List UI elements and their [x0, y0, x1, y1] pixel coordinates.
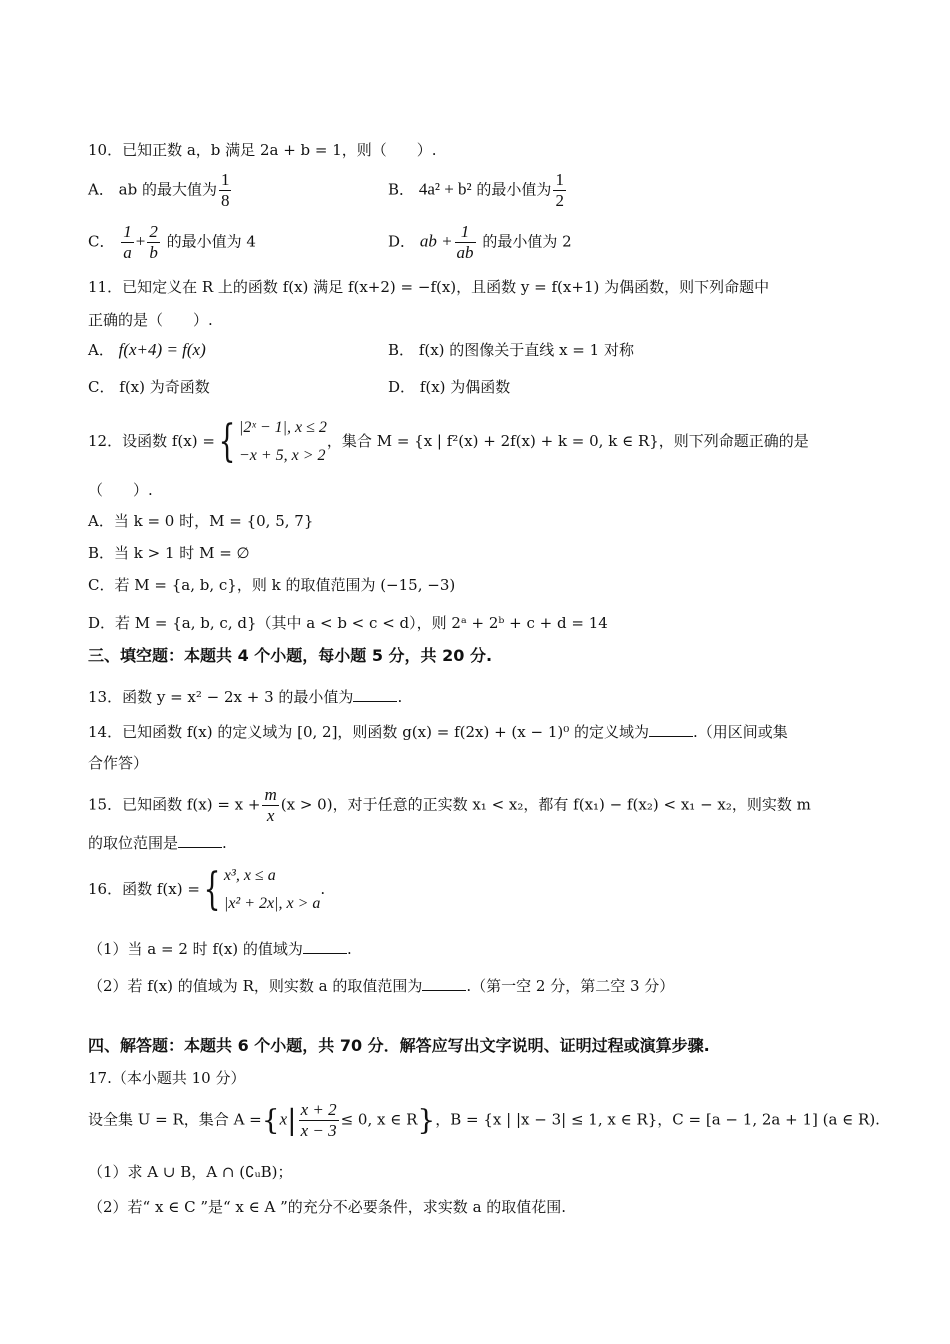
piecewise-cases: [224, 862, 321, 918]
set-condition: ≤ 0, x ∈ R: [340, 1110, 418, 1129]
q17-stem: [88, 1100, 880, 1148]
section-3-title: 三、填空题：本题共 4 个小题，每小题 5 分，共 20 分.: [88, 646, 493, 665]
q12-option-a: [88, 510, 870, 532]
q14-text-2: 合作答）: [88, 754, 149, 772]
q12-stem-post: ，集合 M = {x | f²(x) + 2f(x) + k = 0, k ∈ R}，则下列命题正确的是: [326, 432, 809, 450]
q15-line-2: [88, 832, 870, 854]
q15-post: (x > 0)，对于任意的正实数 x₁ < x₂，都有 f(x₁) − f(x₂) < x₁ − x₂，则实数 m: [280, 795, 811, 814]
q12-stem-line2: （ ）.: [88, 481, 153, 499]
q17-pre: 设全集 U = R，集合 A =: [88, 1110, 262, 1129]
q17-post: ，B = {x | |x − 3| ≤ 1, x ∈ R}，C = [a − 1, 2a + 1] (a ∈ R).: [435, 1110, 880, 1129]
option-expr: 4a² + b²: [418, 179, 472, 199]
denominator: ab: [456, 243, 474, 262]
option-label: A．: [88, 341, 114, 359]
q16-sub-1: [88, 938, 870, 960]
q16: [88, 862, 870, 922]
case-1: |2ˣ − 1|, x ≤ 2: [238, 419, 327, 436]
q15-end: .: [222, 834, 227, 852]
q12-option-d: [88, 612, 870, 634]
vertical-bar: |: [287, 1103, 297, 1137]
option-label: B．: [388, 341, 415, 359]
q12-stem: [88, 414, 870, 470]
q14-text: 14．已知函数 f(x) 的定义域为 [0, 2]，则函数 g(x) = f(2x) + (x − 1)⁰ 的定义域为: [88, 723, 650, 741]
q16-sub2-end: .（第一空 2 分，第二空 3 分）: [466, 977, 675, 995]
denominator: x: [266, 806, 275, 825]
option-expr: ab +: [419, 231, 453, 251]
option-label: D．: [388, 232, 416, 251]
left-brace: {: [218, 416, 236, 467]
option-text: 的最小值为 2: [482, 232, 572, 251]
option-text: D．若 M = {a, b, c, d}（其中 a < b < c < d），则 2ᵃ + 2ᵇ + c + d = 14: [88, 614, 608, 632]
option-text: B．当 k > 1 时 M = ∅: [88, 544, 250, 562]
q17-sub-1: [88, 1161, 870, 1183]
right-brace: }: [417, 1103, 436, 1137]
q13-end: .: [397, 688, 403, 706]
answer-blank[interactable]: [422, 976, 466, 991]
q11-stem: [88, 276, 870, 298]
piecewise-cases: [239, 414, 327, 470]
fraction: [147, 222, 160, 263]
denominator: 2: [555, 191, 564, 210]
option-text: f(x) 为奇函数: [119, 378, 210, 396]
q10-option-b: [388, 170, 568, 211]
q12-option-c: [88, 574, 870, 596]
q16-end: .: [320, 880, 326, 898]
numerator: 1: [220, 170, 230, 189]
q11-stem-line1: 已知定义在 R 上的函数 f(x) 满足 f(x+2) = −f(x)，且函数 y = f(x+1) 为偶函数，则下列命题中: [122, 278, 770, 296]
q16-sub-2: [88, 975, 870, 997]
numerator: 1: [555, 170, 564, 189]
option-text: f(x) 为偶函数: [419, 378, 511, 396]
q15: [88, 785, 870, 826]
q11-number: 11．: [88, 278, 123, 296]
option-text: f(x+4) = f(x): [118, 340, 206, 359]
fraction: [553, 170, 566, 211]
q10-option-d: [388, 222, 572, 263]
numerator: 2: [149, 222, 158, 241]
left-brace: {: [261, 1103, 280, 1137]
set-var: x: [279, 1109, 288, 1129]
case-1: x³, x ≤ a: [223, 867, 276, 884]
q16-sub1-end: .: [346, 940, 352, 958]
answer-blank[interactable]: [178, 833, 222, 848]
option-label: C．: [88, 232, 115, 251]
option-label: A．: [88, 180, 114, 199]
q11-stem-line2: 正确的是（ ）.: [88, 311, 213, 329]
numerator: m: [264, 785, 277, 804]
denominator: a: [123, 243, 132, 262]
q13: [88, 686, 870, 708]
q15-pre: 15．已知函数 f(x) = x +: [88, 795, 261, 814]
fraction: [299, 1100, 339, 1141]
option-label: B．: [388, 180, 415, 199]
q10-stem-text: 已知正数 a，b 满足 2a + b = 1，则（ ）.: [122, 141, 437, 159]
left-brace: {: [203, 864, 221, 915]
fraction: [219, 170, 232, 211]
q17-sub2-text: （2）若“ x ∈ C ”是“ x ∈ A ”的充分不必要条件，求实数 a 的取值花围.: [88, 1198, 567, 1216]
numerator: 1: [455, 222, 476, 243]
q11-stem-2: [88, 309, 870, 331]
q16-sub2-text: （2）若 f(x) 的值域为 R，则实数 a 的取值范围为: [88, 977, 423, 995]
q13-text: 13．函数 y = x² − 2x + 3 的最小值为: [88, 688, 354, 706]
fraction: [455, 222, 476, 263]
case-2: |x² + 2x|, x > a: [223, 895, 321, 912]
q16-sub1-text: （1）当 a = 2 时 f(x) 的值域为: [88, 940, 303, 958]
q11-option-b: [388, 339, 634, 361]
option-text: f(x) 的图像关于直线 x = 1 对称: [418, 341, 634, 359]
q12-option-b: [88, 542, 870, 564]
option-text: 的最小值为 4: [166, 232, 256, 251]
q14-line-2: [88, 752, 870, 774]
fraction: [121, 222, 134, 263]
numerator: x + 2: [300, 1100, 337, 1119]
fraction: [262, 785, 278, 826]
q17-sub1-text: （1）求 A ∪ B，A ∩ (∁ᵤB)；: [88, 1163, 293, 1181]
denominator: b: [149, 243, 158, 262]
denominator: 8: [220, 191, 230, 210]
q17-head: 17.（本小题共 10 分）: [88, 1069, 246, 1087]
section-4-title: 四、解答题：本题共 6 个小题，共 70 分．解答应写出文字说明、证明过程或演算步骤.: [88, 1036, 710, 1055]
option-text: 的最小值为: [476, 180, 552, 199]
q17-sub-2: [88, 1196, 870, 1218]
option-text: ab 的最大值为: [118, 180, 217, 199]
q14: [88, 721, 870, 743]
numerator: 1: [123, 222, 132, 241]
q15-text-2: 的取位范围是: [88, 834, 179, 852]
q14-end: .（用区间或集: [693, 723, 788, 741]
answer-blank[interactable]: [353, 687, 397, 702]
option-text: C．若 M = {a, b, c}，则 k 的取值范围为 (−15, −3): [88, 576, 456, 594]
option-label: D．: [388, 378, 416, 396]
option-label: C．: [88, 378, 115, 396]
q12-stem-pre: 设函数 f(x) =: [122, 432, 215, 450]
answer-blank[interactable]: [303, 939, 347, 954]
q12-stem-2: [88, 479, 870, 501]
q10-number: 10．: [88, 141, 123, 159]
answer-blank[interactable]: [649, 722, 693, 737]
option-text: A．当 k = 0 时，M = {0, 5, 7}: [88, 512, 314, 530]
q11-option-d: [388, 376, 510, 398]
case-2: −x + 5, x > 2: [238, 447, 326, 464]
q16-pre: 16．函数 f(x) =: [88, 880, 200, 898]
denominator: x − 3: [300, 1121, 337, 1140]
q10-stem: [88, 139, 870, 161]
q12-number: 12．: [88, 432, 123, 450]
plus-sign: +: [135, 231, 146, 251]
